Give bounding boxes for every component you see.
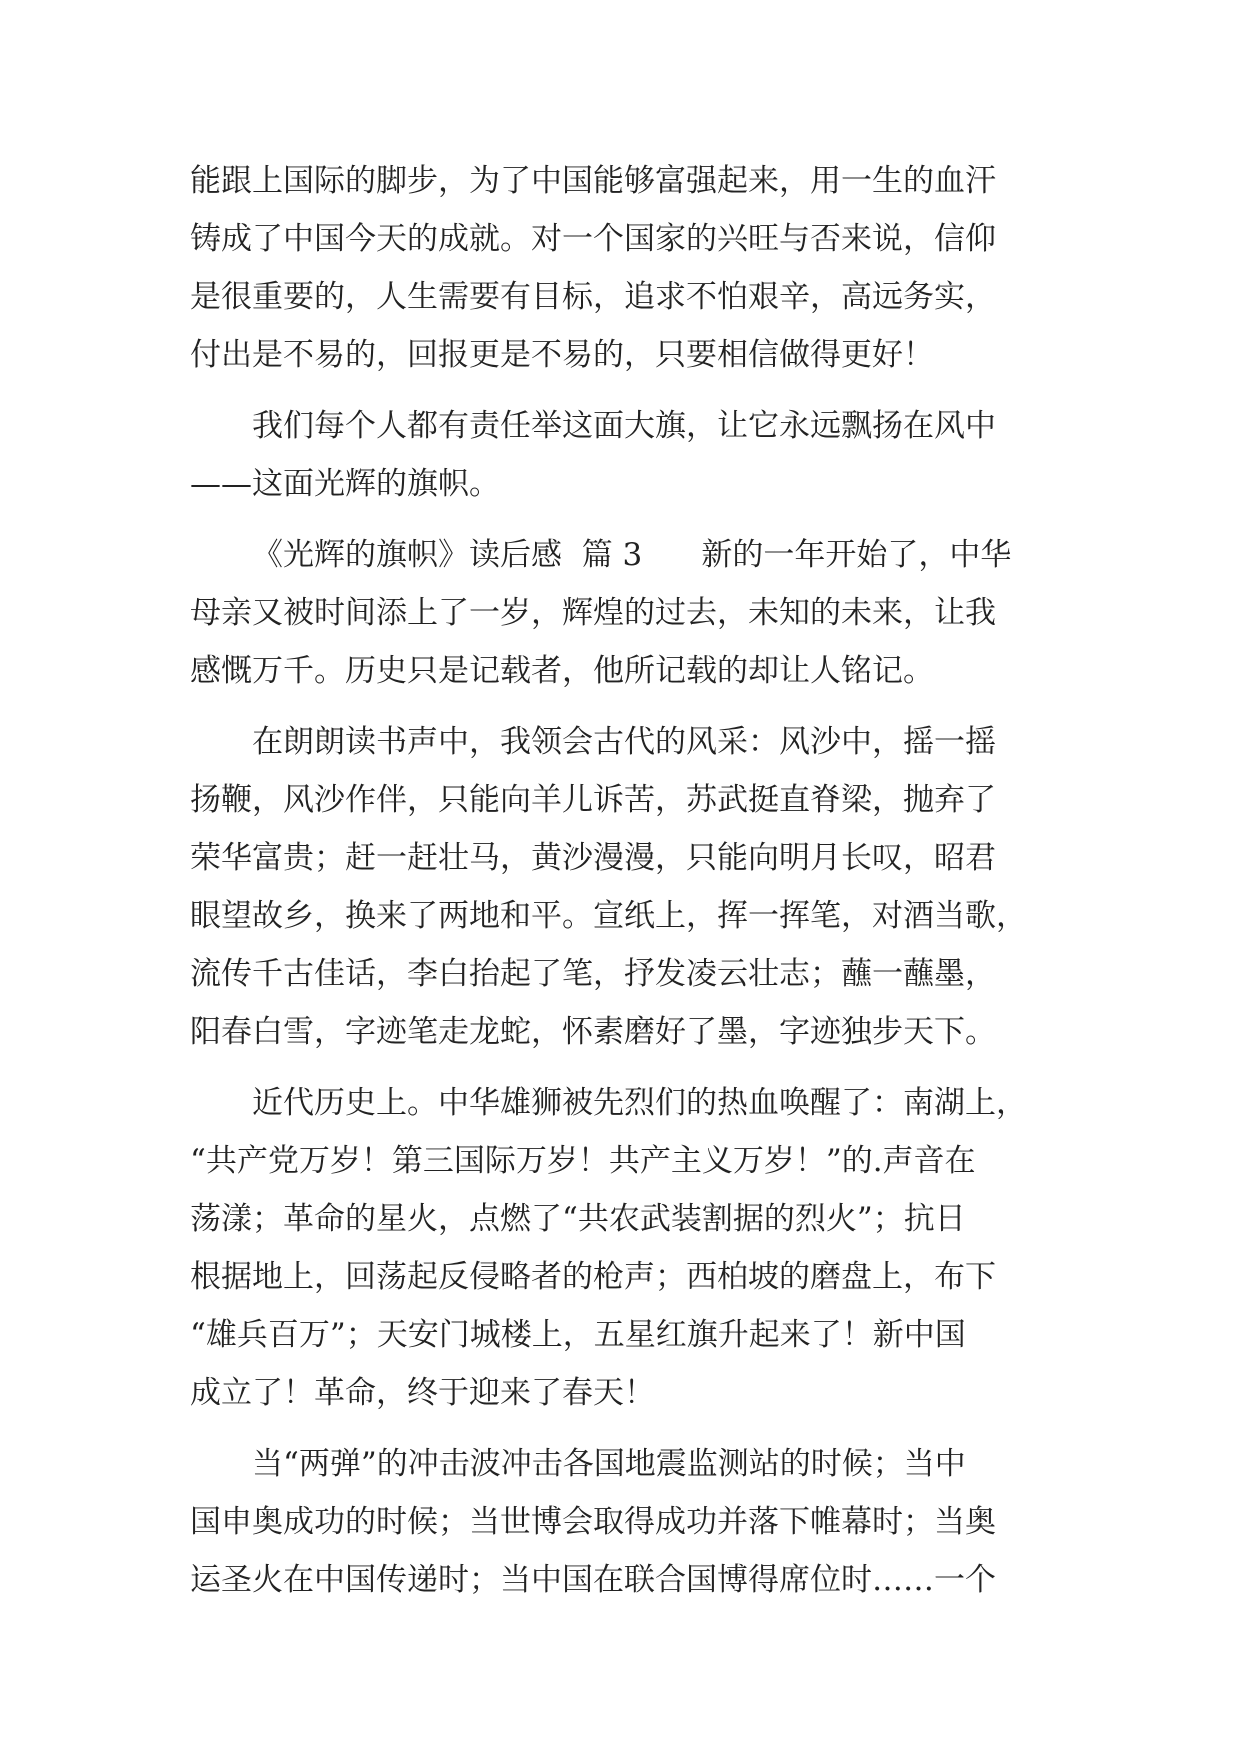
text-line: 铸成了中国今天的成就。对一个国家的兴旺与否来说，信仰 bbox=[190, 221, 996, 257]
text-line: 付出是不易的，回报更是不易的，只要相信做得更好！ bbox=[190, 337, 934, 373]
text-line: 感慨万千。历史只是记载者，他所记载的却让人铭记。 bbox=[190, 653, 934, 689]
text-line: 在朗朗读书声中，我领会古代的风采：风沙中，摇一摇 bbox=[252, 724, 996, 760]
text-line: “雄兵百万”；天安门城楼上，五星红旗升起来了！新中国 bbox=[190, 1317, 966, 1353]
text-line: 是很重要的，人生需要有目标，追求不怕艰辛，高远务实， bbox=[190, 279, 996, 315]
text-line: 成立了！革命，终于迎来了春天！ bbox=[190, 1375, 655, 1411]
text-line: ——这面光辉的旗帜。 bbox=[190, 466, 500, 502]
text-line: 我们每个人都有责任举这面大旗，让它永远飘扬在风中 bbox=[252, 408, 996, 444]
text-line: 根据地上，回荡起反侵略者的枪声；西柏坡的磨盘上，布下 bbox=[190, 1259, 996, 1295]
text-line: 荣华富贵；赶一赶壮马，黄沙漫漫，只能向明月长叹，昭君 bbox=[190, 840, 996, 876]
document-body bbox=[190, 152, 1070, 1609]
text-line: 眼望故乡，换来了两地和平。宣纸上，挥一挥笔，对酒当歌， bbox=[190, 898, 1027, 934]
text-line: 荡漾；革命的星火，点燃了“共农武装割据的烈火”；抗日 bbox=[190, 1201, 966, 1237]
text-line: 能跟上国际的脚步，为了中国能够富强起来，用一生的血汗 bbox=[190, 163, 996, 199]
text-line: 当“两弹”的冲击波冲击各国地震监测站的时候；当中 bbox=[252, 1446, 966, 1482]
text-line: 国申奥成功的时候；当世博会取得成功并落下帷幕时；当奥 bbox=[190, 1504, 996, 1540]
text-line: “共产党万岁！第三国际万岁！共产主义万岁！”的.声音在 bbox=[190, 1143, 976, 1179]
text-line: 母亲又被时间添上了一岁，辉煌的过去，未知的未来，让我 bbox=[190, 595, 996, 631]
text-line: 《光辉的旗帜》读后感 篇 3 新的一年开始了，中华 bbox=[252, 537, 1012, 573]
text-line: 阳春白雪，字迹笔走龙蛇，怀素磨好了墨，字迹独步天下。 bbox=[190, 1014, 996, 1050]
text-line: 扬鞭，风沙作伴，只能向羊儿诉苦，苏武挺直脊梁，抛弃了 bbox=[190, 782, 996, 818]
text-line: 运圣火在中国传递时；当中国在联合国博得席位时……一个 bbox=[190, 1562, 996, 1598]
text-line: 近代历史上。中华雄狮被先烈们的热血唤醒了：南湖上， bbox=[252, 1085, 1027, 1121]
text-line: 流传千古佳话，李白抬起了笔，抒发凌云壮志；蘸一蘸墨， bbox=[190, 956, 996, 992]
